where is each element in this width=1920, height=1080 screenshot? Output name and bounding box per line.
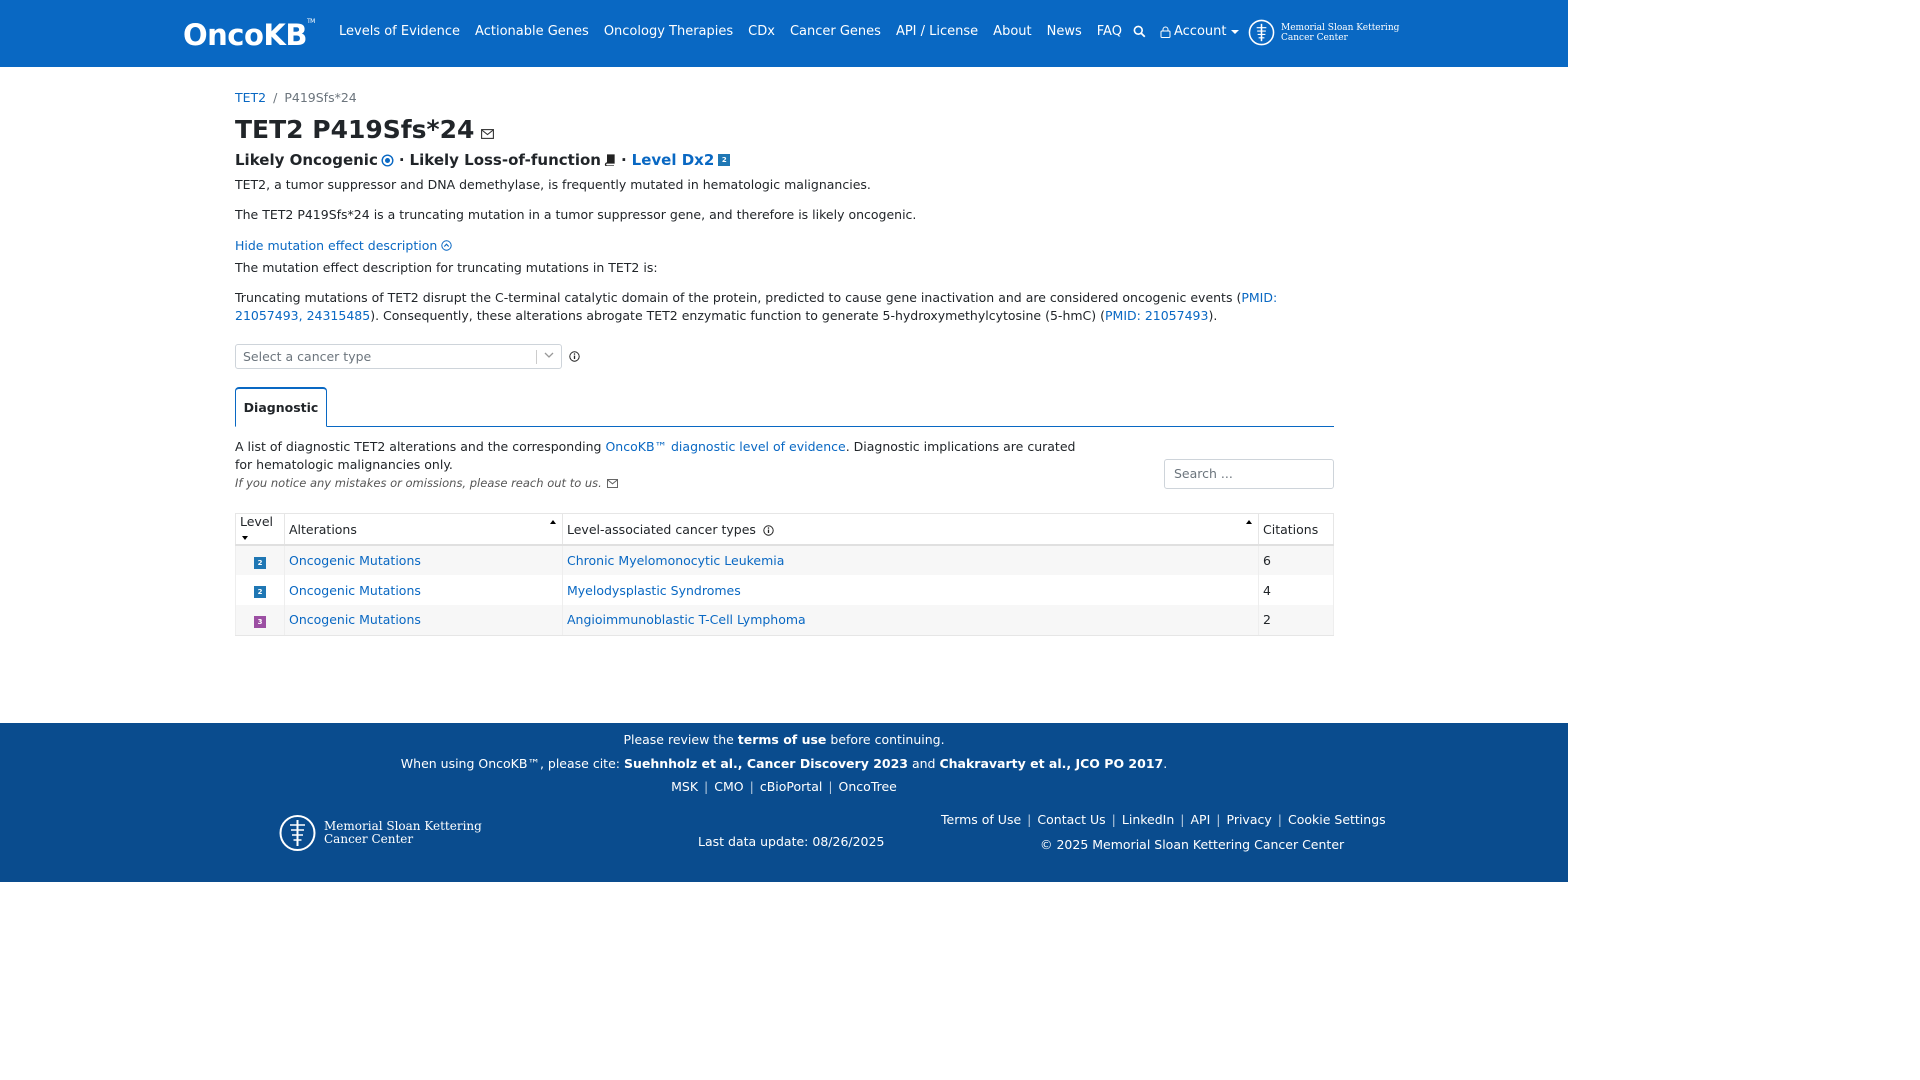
brand-tm: TM	[307, 18, 315, 25]
cancer-type-link[interactable]: Angioimmunoblastic T-Cell Lymphoma	[567, 612, 806, 628]
col-level-label: Level	[240, 514, 273, 529]
col-citations[interactable]	[1259, 514, 1334, 546]
hide-mutation-effect-link[interactable]: Hide mutation effect description	[235, 238, 438, 253]
footer-terms-line	[0, 732, 1568, 747]
oncogenicity-label: Likely Oncogenic	[235, 151, 378, 169]
citations-cell[interactable]: 4	[1259, 575, 1334, 605]
search-icon[interactable]	[1133, 25, 1146, 38]
msk-footer-logo[interactable]	[279, 812, 482, 854]
link-divider: |	[749, 779, 754, 794]
level-2-badge-icon: 2	[718, 154, 730, 166]
cancer-type-cell	[563, 545, 1259, 575]
lock-icon	[1160, 26, 1171, 38]
table-row	[236, 575, 1334, 605]
table-row	[236, 545, 1334, 575]
msk-footer-line2: Cancer Center	[324, 832, 414, 846]
alteration-link[interactable]: Oncogenic Mutations	[289, 553, 421, 568]
footer-contact-us[interactable]: Contact Us	[1037, 812, 1106, 827]
info-icon[interactable]	[763, 525, 774, 536]
nav-faq[interactable]: FAQ	[1096, 24, 1122, 39]
mutation-effect-intro: The mutation effect description for truncating mutations in TET2 is:	[235, 260, 658, 275]
link-divider: |	[704, 779, 709, 794]
chevron-up-circle-icon	[441, 240, 452, 251]
nav-cdx[interactable]: CDx	[748, 24, 775, 39]
last-data-update: Last data update: 08/26/2025	[698, 834, 885, 849]
nav-levels-of-evidence[interactable]: Levels of Evidence	[339, 24, 461, 39]
footer-cite-end: .	[1163, 756, 1168, 771]
breadcrumb-separator: /	[273, 90, 278, 105]
msk-header-line2: Cancer Center	[1281, 32, 1348, 43]
col-alterations-label: Alterations	[289, 521, 357, 537]
page-title: TET2 P419Sfs*24	[235, 115, 475, 144]
footer-privacy[interactable]: Privacy	[1226, 812, 1272, 827]
link-divider: |	[1027, 812, 1032, 827]
link-divider: |	[1216, 812, 1221, 827]
top-navbar	[0, 0, 1568, 67]
link-divider: |	[1277, 812, 1282, 827]
cancer-type-link[interactable]: Myelodysplastic Syndromes	[567, 582, 741, 598]
nav-about[interactable]: About	[993, 24, 1032, 39]
effect-text-3: ).	[1208, 308, 1218, 323]
alteration-cell	[285, 575, 563, 605]
diagnostic-level-link[interactable]: OncoKB™ diagnostic level of evidence	[605, 439, 846, 454]
oncokb-logo[interactable]	[183, 18, 315, 52]
footer-link-msk[interactable]: MSK	[671, 779, 699, 794]
breadcrumb	[235, 90, 1334, 105]
diagnostic-intro-1: A list of diagnostic TET2 alterations and the corresponding	[235, 439, 606, 454]
account-label: Account	[1174, 24, 1227, 39]
envelope-icon[interactable]	[481, 129, 494, 139]
nav-api-license[interactable]: API / License	[895, 24, 979, 39]
cancer-type-select-row	[235, 344, 1334, 369]
footer-legal	[941, 812, 1386, 852]
sort-asc-icon	[550, 520, 556, 524]
diagnostic-list-header	[235, 438, 1334, 510]
cancer-type-cell	[563, 605, 1259, 635]
col-cancer-types-label: Level-associated cancer types	[567, 521, 756, 537]
msk-emblem-icon	[279, 812, 316, 854]
page-footer	[0, 723, 1568, 882]
book-icon[interactable]	[604, 154, 616, 166]
footer-link-oncotree[interactable]: OncoTree	[838, 779, 897, 794]
msk-header-line1: Memorial Sloan Kettering	[1281, 22, 1400, 33]
footer-cite-line	[0, 756, 1568, 771]
alteration-link[interactable]: Oncogenic Mutations	[289, 612, 421, 628]
footer-terms-of-use[interactable]: Terms of Use	[941, 812, 1022, 827]
diagnostic-intro-2: . Diagnostic implications are curated for hematologic malignancies only.	[235, 439, 1076, 472]
level-cell	[236, 545, 285, 575]
info-icon[interactable]	[569, 351, 580, 362]
footer-terms-2: before continuing.	[826, 732, 945, 747]
alteration-cell	[285, 545, 563, 575]
mutation-effect-label: Likely Loss-of-function	[409, 151, 601, 169]
footer-cookie-settings[interactable]: Cookie Settings	[1287, 812, 1386, 827]
msk-emblem-icon	[1248, 19, 1275, 46]
msk-header-logo[interactable]	[1248, 19, 1399, 46]
separator-dot: ·	[398, 151, 405, 169]
footer-cite-ref-2[interactable]: Chakravarty et al., JCO PO 2017	[939, 756, 1164, 771]
table-search-input[interactable]: Search ...	[1164, 459, 1334, 489]
title-row	[235, 115, 1334, 144]
nav-right	[1133, 24, 1239, 39]
separator-dot: ·	[620, 151, 627, 169]
footer-copyright: © 2025 Memorial Sloan Kettering Cancer Center	[1040, 837, 1345, 852]
effect-text-1: Truncating mutations of TET2 disrupt the C-terminal catalytic domain of the protein, predicted to cause gene inactivation and are considered oncogenic events (	[235, 290, 1242, 305]
variant-summary-line	[235, 151, 1334, 169]
oncogenic-target-icon	[381, 154, 394, 167]
chevron-down-icon	[544, 352, 554, 359]
cancer-type-placeholder: Select a cancer type	[243, 349, 372, 364]
level-3-badge-icon[interactable]: 3	[254, 616, 266, 628]
nav-news[interactable]: News	[1046, 24, 1082, 39]
diagnostic-table	[235, 513, 1334, 636]
tab-bar	[235, 387, 1334, 427]
envelope-icon[interactable]	[607, 479, 618, 488]
nav-cancer-genes[interactable]: Cancer Genes	[789, 24, 881, 39]
nav-actionable-genes[interactable]: Actionable Genes	[475, 24, 589, 39]
link-divider: |	[828, 779, 833, 794]
gene-summary: TET2, a tumor suppressor and DNA demethylase, is frequently mutated in hematologic malignancies.	[235, 177, 871, 192]
footer-cite-and: and	[908, 756, 940, 771]
tab-diagnostic[interactable]: Diagnostic	[235, 387, 327, 427]
msk-footer-line1: Memorial Sloan Kettering	[324, 819, 482, 833]
level-dx2-link[interactable]: Level Dx2	[631, 151, 715, 169]
cancer-type-select[interactable]	[235, 344, 562, 369]
pmid-link-2[interactable]: PMID: 21057493	[1105, 308, 1209, 323]
main-content	[235, 90, 1334, 636]
footer-partner-links	[0, 779, 1568, 794]
level-cell	[236, 605, 285, 635]
nav-oncology-therapies[interactable]: Oncology Therapies	[603, 24, 734, 39]
effect-text-2: ). Consequently, these alterations abrogate TET2 enzymatic function to generate 5-hydroxymethylcytosine (5-hmC) (	[370, 308, 1105, 323]
table-row	[236, 605, 1334, 635]
level-2-badge-icon[interactable]: 2	[254, 557, 266, 569]
citations-cell[interactable]: 6	[1259, 545, 1334, 575]
variant-summary: The TET2 P419Sfs*24 is a truncating mutation in a tumor suppressor gene, and therefore is likely oncogenic.	[235, 207, 917, 222]
mutation-effect-description	[235, 289, 1334, 325]
footer-terms-1: Please review the	[623, 732, 738, 747]
feedback-note-text: If you notice any mistakes or omissions, please reach out to us.	[235, 476, 602, 490]
nav-links	[339, 24, 1137, 39]
footer-link-cmo[interactable]: CMO	[714, 779, 744, 794]
alteration-cell	[285, 605, 563, 635]
breadcrumb-gene[interactable]: TET2	[235, 90, 267, 105]
col-citations-label: Citations	[1263, 521, 1319, 537]
table-header-row	[236, 514, 1334, 546]
footer-api[interactable]: API	[1190, 812, 1211, 827]
cancer-type-cell	[563, 575, 1259, 605]
alteration-link[interactable]: Oncogenic Mutations	[289, 582, 421, 598]
link-divider: |	[1111, 812, 1116, 827]
link-divider: |	[1180, 812, 1185, 827]
citations-cell[interactable]: 2	[1259, 605, 1334, 635]
sort-asc-icon	[1246, 520, 1252, 524]
brand-text: OncoKB	[183, 18, 307, 52]
footer-linkedin[interactable]: LinkedIn	[1121, 812, 1175, 827]
footer-cite-ref-1[interactable]: Suehnholz et al., Cancer Discovery 2023	[623, 756, 908, 771]
pmid-link-1[interactable]: PMID: 21057493, 24315485	[235, 290, 1278, 323]
hide-mutation-effect-toggle[interactable]	[235, 238, 1334, 253]
footer-cite-1: When using OncoKB™, please cite:	[400, 756, 624, 771]
sort-desc-icon	[242, 536, 248, 540]
col-level[interactable]	[236, 514, 285, 546]
diagnostic-intro	[235, 438, 1095, 474]
breadcrumb-alteration: P419Sfs*24	[284, 90, 357, 105]
footer-terms-link[interactable]: terms of use	[737, 732, 827, 747]
footer-link-cbioportal[interactable]: cBioPortal	[759, 779, 823, 794]
level-cell	[236, 575, 285, 605]
caret-down-icon	[1231, 30, 1239, 34]
cancer-type-link[interactable]: Chronic Myelomonocytic Leukemia	[567, 553, 785, 568]
account-menu[interactable]	[1160, 24, 1239, 39]
level-2-badge-icon[interactable]: 2	[254, 586, 266, 598]
select-divider	[536, 350, 537, 364]
footer-legal-links	[941, 812, 1386, 827]
col-cancer-types[interactable]	[563, 514, 1259, 546]
col-alterations[interactable]	[285, 514, 563, 546]
